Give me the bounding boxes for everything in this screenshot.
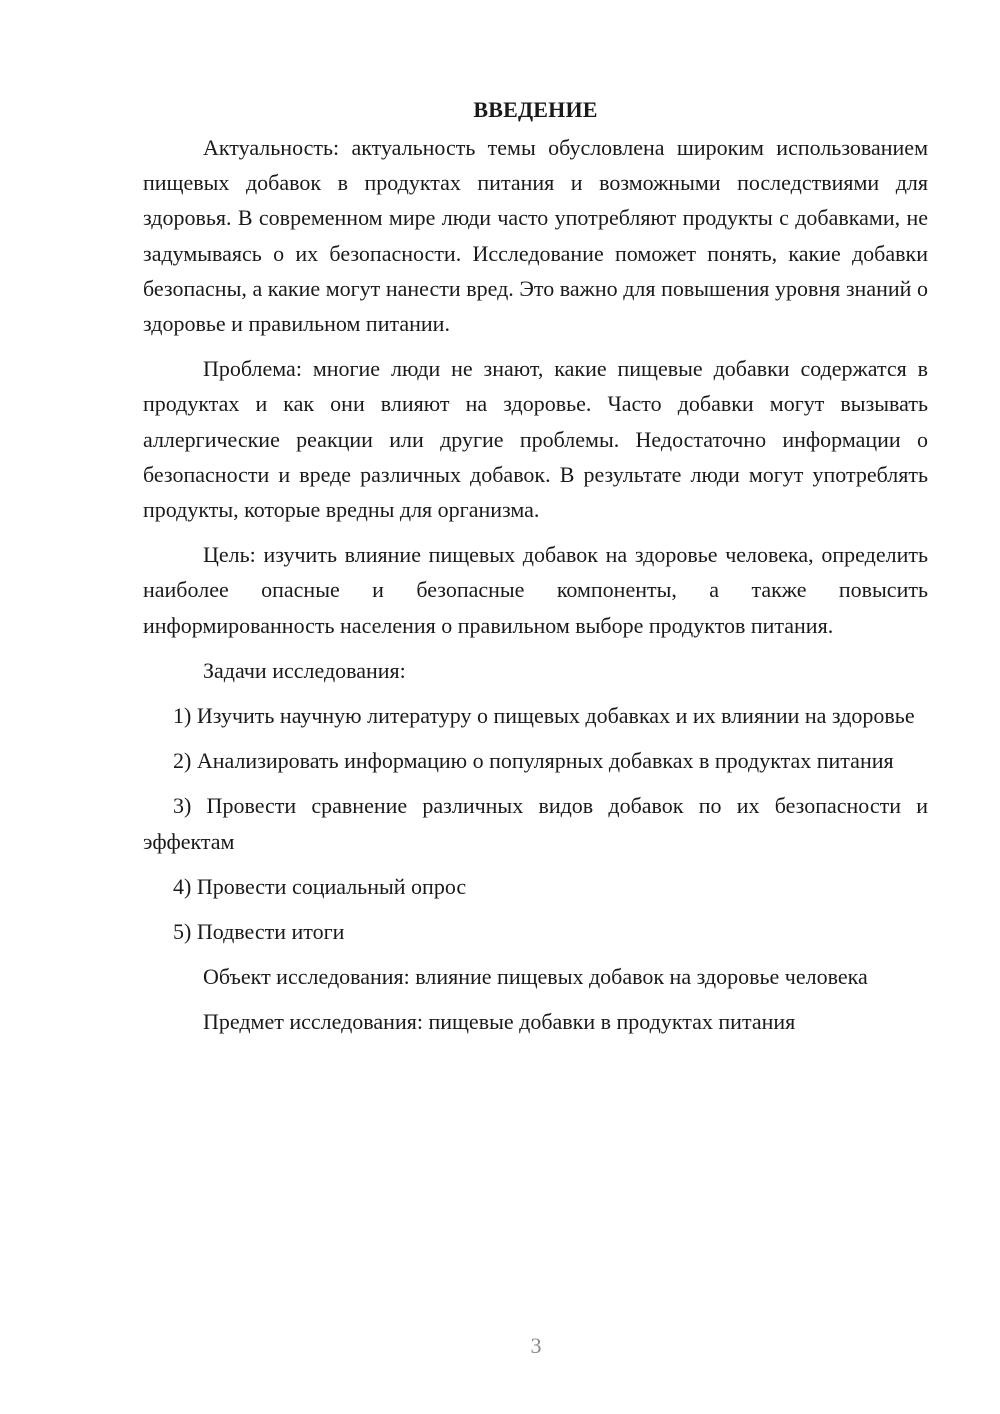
task-item-4: 4) Провести социальный опрос [173, 873, 467, 899]
task-item-5: 5) Подвести итоги [173, 919, 345, 945]
relevance-paragraph: Актуальность: актуальность темы обусловлена широким использованием пищевых добавок в продуктах питания и возможными последствиями для здоровья. В современном мире люди часто употребляют продукты с добавками, не задумываясь о их безопасности. Исследование поможет понять, какие добавки безопасны, а какие могут нанести вред. Это важно для повышения уровня знаний о здоровье и правильном питании. [143, 135, 928, 337]
task-item-2: 2) Анализировать информацию о популярных добавках в продуктах питания [173, 748, 894, 774]
task-item-3: 3) Провести сравнение различных видов добавок по их безопасности и эффектам [143, 793, 928, 854]
subject-paragraph: Предмет исследования: пищевые добавки в продуктах питания [203, 1009, 796, 1035]
goal-paragraph: Цель: изучить влияние пищевых добавок на здоровье человека, определить наиболее опасные и безопасные компоненты, а также повысить информированность населения о правильном выборе продуктов питания. [143, 542, 928, 638]
tasks-heading: Задачи исследования: [203, 657, 406, 683]
section-title: ВВЕДЕНИЕ [473, 97, 598, 122]
task-item-1: 1) Изучить научную литературу о пищевых добавках и их влиянии на здоровье [173, 703, 915, 729]
problem-paragraph: Проблема: многие люди не знают, какие пищевые добавки содержатся в продуктах и как они влияют на здоровье. Часто добавки могут вызывать аллергические реакции или другие проблемы. Недостаточно информации о безопасности и вреде различных добавок. В результате люди могут употреблять продукты, которые вредны для организма. [143, 356, 928, 523]
page-number: 3 [530, 1333, 542, 1358]
object-paragraph: Объект исследования: влияние пищевых добавок на здоровье человека [203, 964, 868, 990]
document-page [143, 92, 928, 1050]
